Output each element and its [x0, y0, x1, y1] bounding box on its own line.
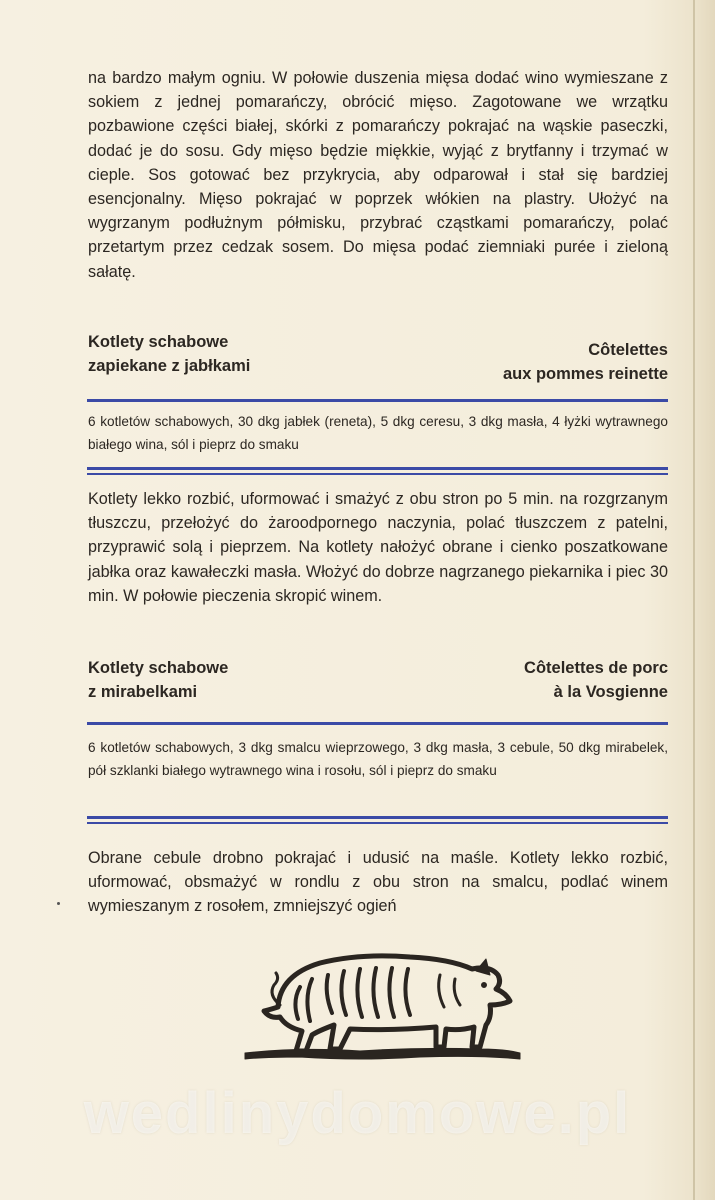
recipe2-title-fr-line1: Côtelettes de porc — [524, 659, 668, 677]
divider-top-2 — [87, 722, 668, 725]
pig-icon — [240, 935, 525, 1085]
divider-bottom-2b — [87, 822, 668, 824]
intro-block — [88, 66, 668, 284]
recipe2-title-pl-line1: Kotlety schabowe — [88, 659, 229, 677]
divider-bottom-1b — [87, 473, 668, 475]
recipe1-method-text: Kotlety lekko rozbić, uformować i smażyć z obu stron po 5 min. na rozgrzanym tłuszczu, przełożyć do żaroodpornego naczynia, polać tłuszczem z patelni, przyprawić solą i pieprzem. Na kotlety nałożyć obrane i cienko poszatkowane jabłka oraz kawałeczki masła. Włożyć do dobrze nagrzanego piekarnika i piec 30 min. W połowie pieczenia skropić winem. — [88, 490, 668, 605]
recipe2-title-fr-line2: à la Vosgienne — [553, 683, 668, 701]
divider-bottom-1 — [87, 467, 668, 470]
recipe2-title-pl — [88, 656, 228, 704]
recipe2-title-fr — [524, 656, 668, 704]
recipe1-header — [88, 330, 668, 382]
recipe1-title-pl-line1: Kotlety schabowe — [88, 333, 229, 351]
recipe2-ingredients — [88, 737, 668, 782]
recipe1-title-pl-line2: zapiekane z jabłkami — [88, 357, 251, 375]
recipe1-method — [88, 487, 668, 608]
recipe1-title-fr — [503, 338, 668, 386]
recipe2-method-text: Obrane cebule drobno pokrajać i udusić na maśle. Kotlety lekko rozbić, uformować, obsmażyć w rondlu z obu stron na smalcu, podlać winem wymieszanym z rosołem, zmniejszyć ogień — [88, 849, 668, 916]
recipe2-ingredients-text: 6 kotletów schabowych, 3 dkg smalcu wieprzowego, 3 dkg masła, 3 cebule, 50 dkg mirabelek, pół szklanki białego wytrawnego wina i rosołu, sól i pieprz do smaku — [88, 740, 668, 778]
recipe1-ingredients-text: 6 kotletów schabowych, 30 dkg jabłek (reneta), 5 dkg ceresu, 3 dkg masła, 4 łyżki wytrawnego białego wina, sól i pieprz do smaku — [88, 414, 668, 452]
page-edge — [693, 0, 695, 1200]
stray-mark — [57, 902, 60, 905]
recipe2-method — [88, 846, 668, 919]
recipe2-header — [88, 656, 668, 708]
recipe1-title-fr-line2: aux pommes reinette — [502, 365, 668, 383]
intro-paragraph: na bardzo małym ogniu. W połowie duszenia mięsa dodać wino wymieszane z sokiem z jednej pomarańczy, obrócić mięso. Zagotowane we wrzątku pozbawione części białej, skórki z pomarańczy pokrajać na wąskie paseczki, dodać je do sosu. Gdy mięso będzie miękkie, wyjąć z brytfanny i trzymać w cieple. Sos gotować bez przykrycia, aby odparował i stał się bardziej esencjonalny. Mięso pokrajać w poprzek włókien na plastry. Ułożyć na wygrzanym podłużnym półmisku, przybrać cząstkami pomarańczy, polać przetartym przez cedzak sosem. Do mięsa podać ziemniaki purée i zieloną sałatę. — [88, 69, 668, 281]
recipe1-ingredients — [88, 411, 668, 456]
recipe1-title-fr-line1: Côtelettes — [588, 341, 668, 359]
watermark: wedlinydomowe.pl — [83, 1081, 632, 1146]
divider-bottom-2 — [87, 816, 668, 819]
divider-top-1 — [87, 399, 668, 402]
recipe1-title-pl — [88, 330, 250, 378]
recipe2-title-pl-line2: z mirabelkami — [88, 683, 198, 701]
